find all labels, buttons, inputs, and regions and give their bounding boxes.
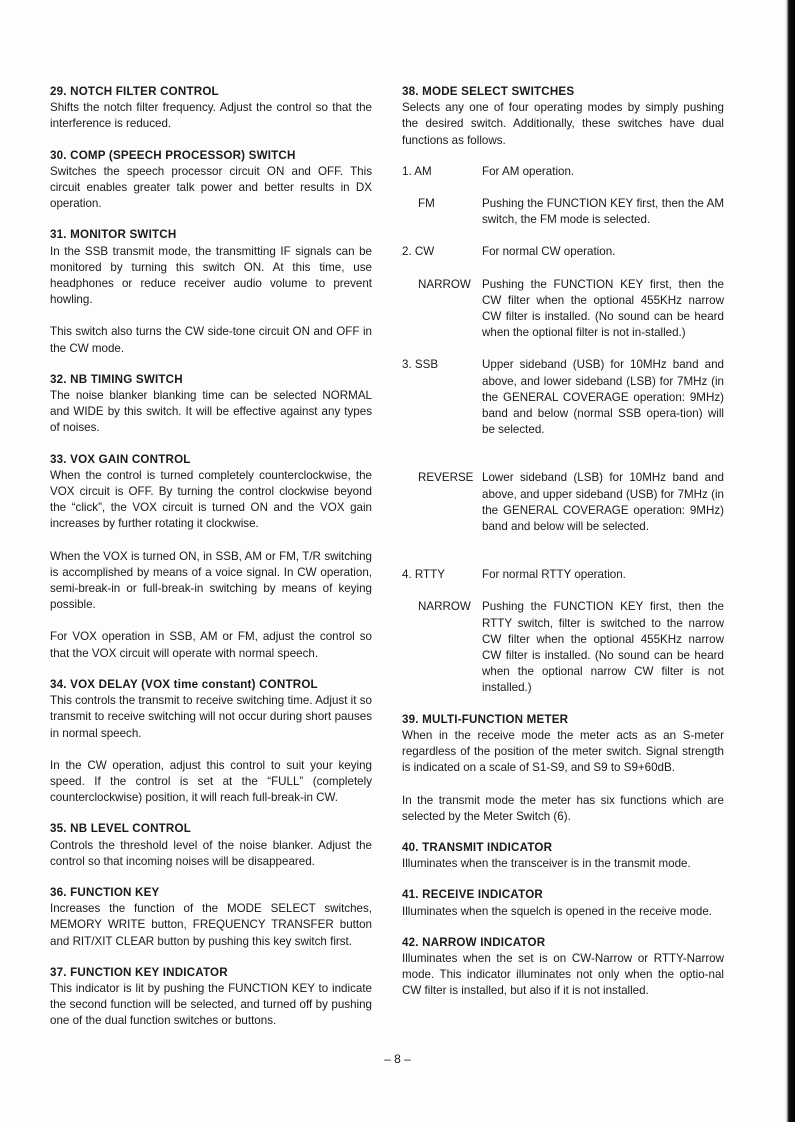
section-text: Illuminates when the set is on CW-Narrow or RTTY-Narrow mode. This indicator illuminates not only when the optio-nal CW filter is installed, but also if it is not installed. bbox=[402, 951, 724, 998]
section-text: For VOX operation in SSB, AM or FM, adjust the control so that the VOX circuit will operate with normal speech. bbox=[50, 630, 372, 660]
scan-edge bbox=[773, 0, 795, 1122]
section-42 bbox=[402, 935, 724, 1000]
section-37 bbox=[50, 965, 372, 1030]
section-39 bbox=[402, 712, 724, 825]
section-40 bbox=[402, 840, 724, 872]
mode-row-fm bbox=[402, 196, 724, 228]
section-text: This indicator is lit by pushing the FUNCTION KEY to indicate the second function will be selected, and turned off by pushing one of the dual function switches or buttons. bbox=[50, 981, 372, 1028]
section-text: Illuminates when the transceiver is in the transmit mode. bbox=[402, 857, 691, 871]
section-35 bbox=[50, 821, 372, 870]
mode-row-cw bbox=[402, 244, 724, 260]
section-heading: 29. NOTCH FILTER CONTROL bbox=[50, 85, 219, 98]
mode-description: Pushing the FUNCTION KEY first, then the AM switch, the FM mode is selected. bbox=[482, 197, 724, 227]
section-text: The noise blanker blanking time can be selected NORMAL and WIDE by this switch. It will be effective against any types of noises. bbox=[50, 389, 372, 435]
section-heading: 41. RECEIVE INDICATOR bbox=[402, 888, 543, 902]
section-33 bbox=[50, 452, 372, 662]
section-heading: 39. MULTI-FUNCTION METER bbox=[402, 712, 569, 726]
mode-label: REVERSE bbox=[418, 471, 474, 485]
section-heading: 38. MODE SELECT SWITCHES bbox=[402, 85, 575, 98]
section-heading: 35. NB LEVEL CONTROL bbox=[50, 822, 191, 836]
section-heading: 36. FUNCTION KEY bbox=[50, 885, 160, 899]
section-text: Increases the function of the MODE SELECT switches, MEMORY WRITE button, FREQUENCY TRANSFER button and RIT/XIT CLEAR button by pushing this key switch first. bbox=[50, 902, 372, 948]
left-column bbox=[50, 84, 372, 1045]
section-36 bbox=[50, 885, 372, 950]
scan-edge-corner bbox=[773, 0, 783, 12]
mode-description: For normal RTTY operation. bbox=[482, 568, 626, 582]
mode-description: Lower sideband (LSB) for 10MHz band and above, and upper sideband (USB) for 7MHz (in the GENERAL COVERAGE operation: 9MHz) band and below will be selected. bbox=[482, 471, 724, 534]
mode-description: For normal CW operation. bbox=[482, 245, 616, 259]
mode-row-reverse bbox=[402, 470, 724, 535]
mode-description: For AM operation. bbox=[482, 164, 575, 178]
mode-label: 1. AM bbox=[402, 164, 432, 178]
section-heading: 32. NB TIMING SWITCH bbox=[50, 372, 183, 386]
mode-row-cw-narrow bbox=[402, 277, 724, 342]
page-number: – 8 – bbox=[384, 1052, 411, 1066]
section-text: In the CW operation, adjust this control to suit your keying speed. If the control is set at the “FULL” (completely counterclockwise) position, it will reach full-break-in CW. bbox=[50, 758, 372, 805]
mode-row-rtty-narrow bbox=[402, 599, 724, 696]
section-text: Switches the speech processor circuit ON and OFF. This circuit enables greater talk power and better results in DX operation. bbox=[50, 164, 372, 211]
mode-description: Upper sideband (USB) for 10MHz band and above, and lower sideband (LSB) for 7MHz (in the GENERAL COVERAGE operation: 9MHz) band and below (normal SSB opera-tion) will be selected. bbox=[482, 358, 724, 437]
section-heading: 30. COMP (SPEECH PROCESSOR) SWITCH bbox=[50, 148, 296, 162]
section-text: When in the receive mode the meter acts as an S-meter regardless of the position of the meter switch. Signal strength is indicated on a scale of S1-S9, and S9 to S9+60dB. bbox=[402, 728, 724, 775]
section-text: When the control is turned completely counterclockwise, the VOX circuit is OFF. By turning the control clockwise beyond the “click”, the VOX circuit is turned ON and the VOX gain increases by further rotating it clockwise. bbox=[50, 468, 372, 531]
section-29 bbox=[50, 84, 372, 133]
section-text: Controls the threshold level of the noise blanker. Adjust the control so that incoming noises will be disappeared. bbox=[50, 838, 372, 868]
section-text: This switch also turns the CW side-tone circuit ON and OFF in the CW mode. bbox=[50, 325, 372, 355]
section-heading: 37. FUNCTION KEY INDICATOR bbox=[50, 965, 228, 979]
mode-label: 2. CW bbox=[402, 245, 435, 259]
section-text: In the SSB transmit mode, the transmitting IF signals can be monitored by turning this switch ON. At this time, use headphones or reduce receiver audio volume to prevent howling. bbox=[50, 244, 372, 307]
section-text: This controls the transmit to receive switching time. Adjust it so transmit to receive switching will not occur during short pauses in normal speech. bbox=[50, 694, 372, 740]
section-text: In the transmit mode the meter has six functions which are selected by the Meter Switch (6). bbox=[402, 793, 724, 823]
mode-row-ssb bbox=[402, 357, 724, 438]
section-38 bbox=[402, 84, 724, 697]
mode-row-rtty bbox=[402, 567, 724, 583]
section-32 bbox=[50, 372, 372, 437]
section-heading: 33. VOX GAIN CONTROL bbox=[50, 452, 191, 466]
mode-label: 3. SSB bbox=[402, 358, 439, 372]
mode-description: Pushing the FUNCTION KEY first, then the CW filter when the optional 455KHz narrow CW filter is installed. (No sound can be heard when the optional filter is not in-stalled.) bbox=[482, 277, 724, 340]
section-heading: 34. VOX DELAY (VOX time constant) CONTROL bbox=[50, 677, 318, 691]
section-text: Shifts the notch filter frequency. Adjust the control so that the interference is reduced. bbox=[50, 101, 372, 131]
mode-label: 4. RTTY bbox=[402, 568, 445, 582]
section-text: Selects any one of four operating modes by simply pushing the desired switch. Additionally, these switches have dual functions as follows. bbox=[402, 101, 724, 147]
right-column bbox=[402, 84, 724, 1015]
mode-label: NARROW bbox=[418, 600, 471, 614]
section-31 bbox=[50, 227, 372, 356]
section-text: Illuminates when the squelch is opened in the receive mode. bbox=[402, 904, 712, 918]
section-30 bbox=[50, 148, 372, 213]
mode-label: FM bbox=[418, 197, 435, 211]
section-heading: 40. TRANSMIT INDICATOR bbox=[402, 840, 553, 854]
section-text: When the VOX is turned ON, in SSB, AM or FM, T/R switching is accomplished by means of a voice signal. In CW operation, semi-break-in or full-break-in switching by means of keying possible. bbox=[50, 549, 372, 612]
section-34 bbox=[50, 677, 372, 806]
section-heading: 42. NARROW INDICATOR bbox=[402, 935, 546, 949]
section-41 bbox=[402, 887, 724, 919]
mode-label: NARROW bbox=[418, 277, 471, 291]
mode-description: Pushing the FUNCTION KEY first, then the RTTY switch, filter is switched to the narrow CW filter when the optional 455KHz narrow CW filter is installed. (No sound can be heard when the optional narrow CW filter is not installed.) bbox=[482, 600, 724, 695]
section-heading: 31. MONITOR SWITCH bbox=[50, 228, 177, 242]
mode-row-am bbox=[402, 164, 724, 180]
